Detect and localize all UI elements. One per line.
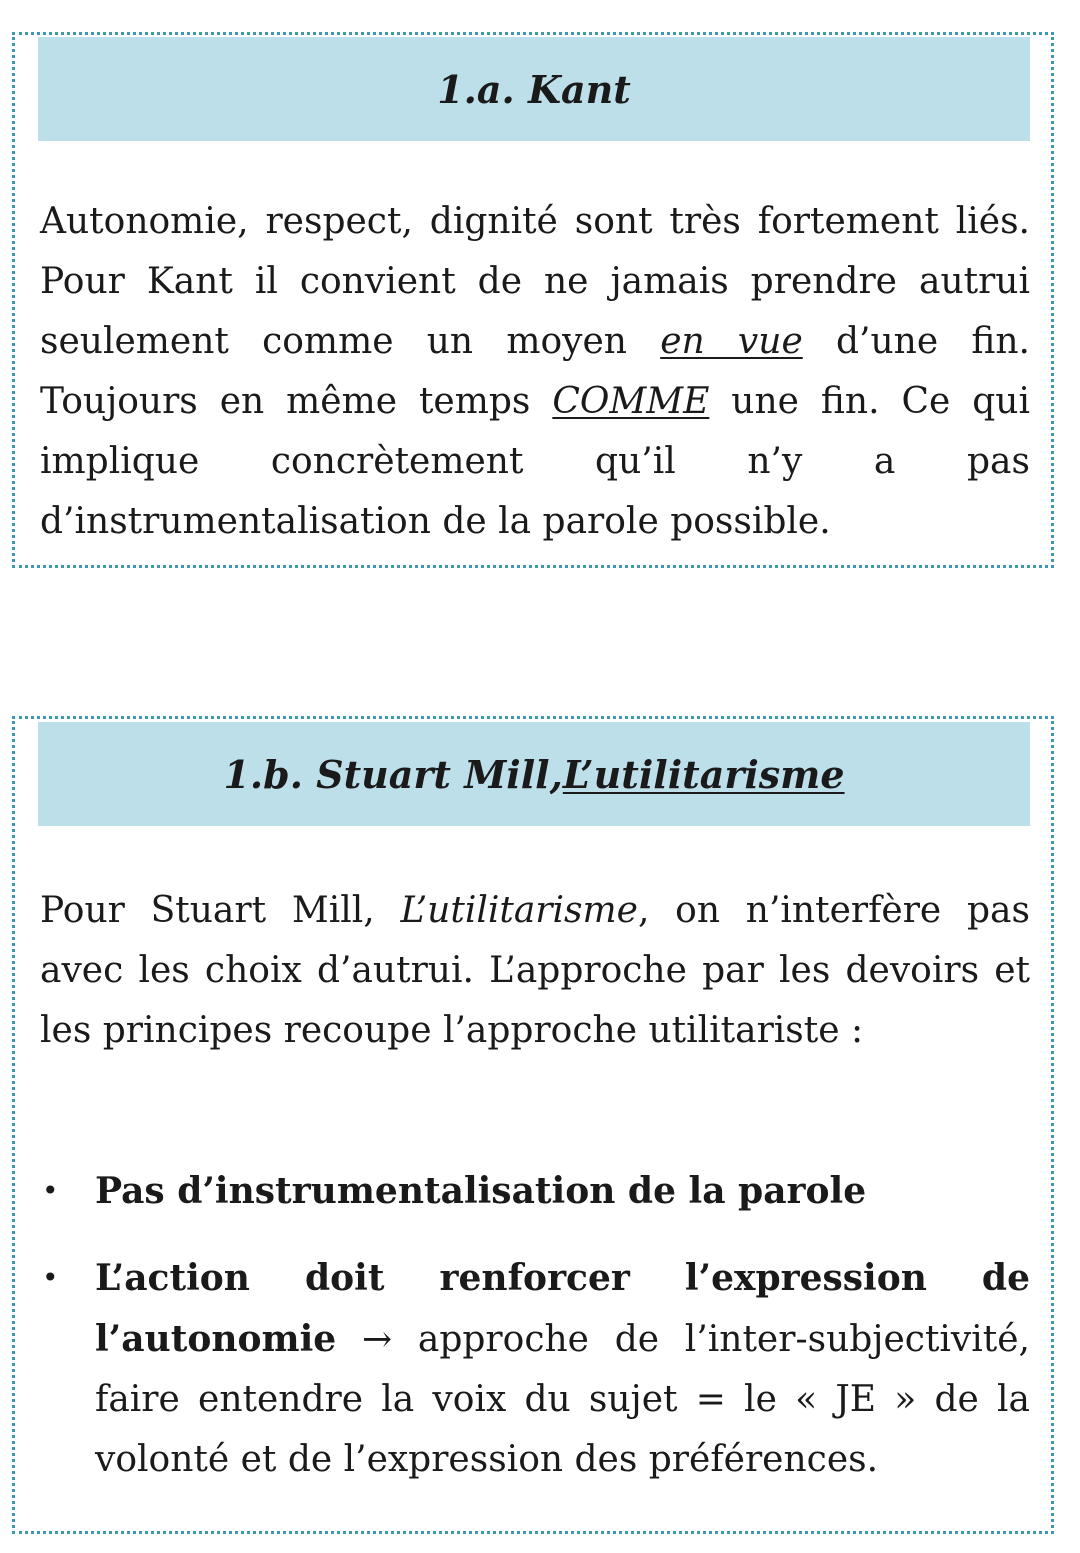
paragraph-text: d’une fin. Toujours en même temps [40,321,1030,422]
section-title-stuart-mill [38,722,1030,826]
section-box-stuart-mill [12,716,1054,1534]
paragraph-stuart-mill [40,881,1030,1061]
list-item-text: → approche de l’inter-subjectivité, faire entendre la voix du sujet = le « JE » de la volonté et de l’expression des préférences. [95,1319,1030,1480]
section-box-kant [12,32,1054,568]
list-item-heading: L’action doit renforcer l’expression de l’autonomie [95,1257,1030,1360]
list-item [40,1248,1030,1490]
bullet-icon: • [42,1261,59,1294]
paragraph-text: Pour Stuart Mill, [40,890,401,931]
paragraph-text: une fin. Ce qui implique concrètement qu’il n’y a pas d’instrumentalisation de la parole possible. [40,381,1031,542]
principles-list [40,1161,1030,1516]
paragraph-kant [40,192,1030,552]
bullet-icon: • [42,1174,59,1207]
list-item-heading: Pas d’instrumentalisation de la parole [95,1170,867,1212]
paragraph-text: , on n’interfère pas avec les choix d’autrui. L’approche par les devoirs et les principes recoupe l’approche utilitariste : [40,890,1030,1051]
section-title-prefix: 1.b. Stuart Mill, [223,751,563,797]
emphasis-comme: COMME [552,381,710,422]
emphasis-en-vue: en vue [660,321,803,362]
section-title-kant [38,37,1030,141]
section-title-text: 1.a. Kant [437,66,631,112]
work-title: L’utilitarisme [400,890,638,931]
paragraph-text: Autonomie, respect, dignité sont très fortement liés. Pour Kant il convient de ne jamais prendre autrui seulement comme un moyen [40,201,1030,362]
section-title-work: L’utilitarisme [562,751,845,797]
list-item [40,1161,1030,1222]
